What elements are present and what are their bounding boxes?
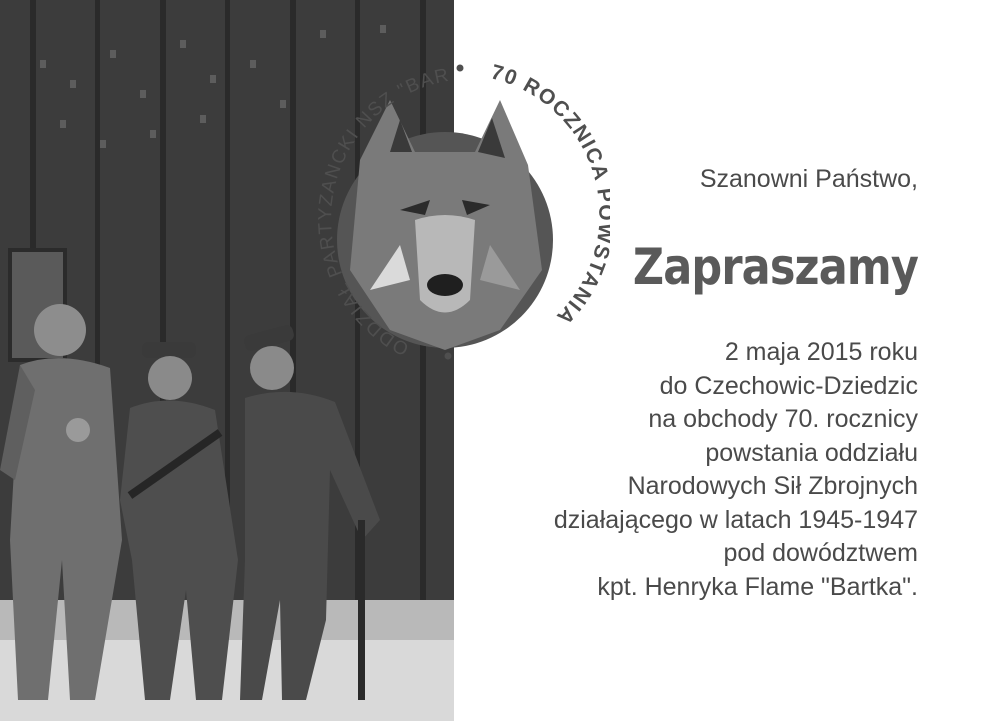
body-line: na obchody 70. rocznicy bbox=[648, 405, 918, 433]
body-line: kpt. Henryka Flame "Bartka". bbox=[597, 572, 918, 601]
headline: Zapraszamy bbox=[632, 238, 918, 296]
seal-dot bbox=[457, 65, 464, 72]
invitation-body bbox=[480, 336, 918, 604]
body-line: pod dowództwem bbox=[723, 539, 918, 567]
body-line: 2 maja 2015 roku bbox=[724, 338, 918, 366]
body-line: do Czechowic-Dziedzic bbox=[659, 371, 918, 400]
anniversary-seal bbox=[250, 40, 610, 370]
seal-dot bbox=[445, 353, 452, 360]
body-line: działającego w latach 1945-1947 bbox=[553, 505, 918, 534]
greeting: Szanowni Państwo, bbox=[699, 165, 918, 193]
body-line: powstania oddziału bbox=[705, 438, 918, 467]
seal-right-arc-text: 70 ROCZNIC TANIA bbox=[488, 60, 610, 330]
seal-left-arc-text: ODDZIAŁ PARTYZANCKI NSZ "BAR bbox=[315, 64, 452, 360]
body-line: Narodowych Sił Zbrojnych bbox=[627, 472, 918, 500]
